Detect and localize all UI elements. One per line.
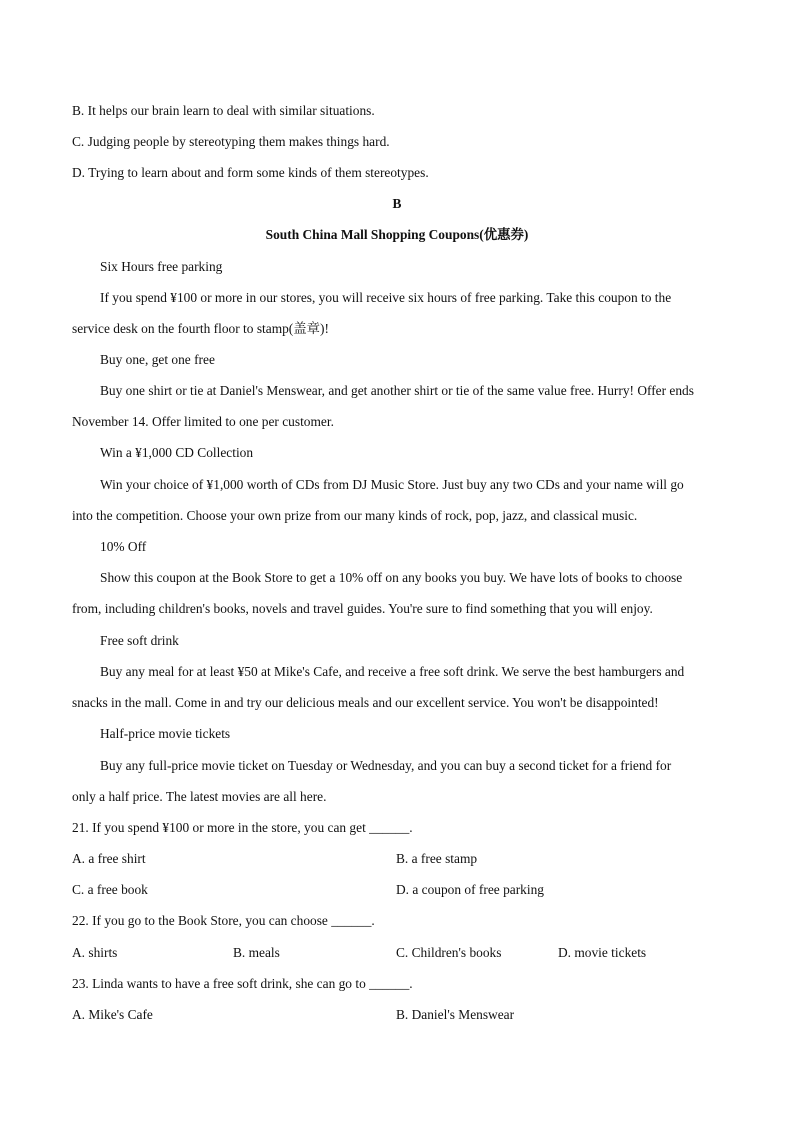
coupon-heading-cd: Win a ¥1,000 CD Collection: [100, 445, 254, 460]
passage-title: South China Mall Shopping Coupons(优惠券): [265, 227, 529, 242]
question-22-option-c[interactable]: C. Children's books: [396, 945, 502, 960]
coupon-text-line: Buy any meal for at least ¥50 at Mike's Cafe, and receive a free soft drink. We serve the best hamburgers and: [100, 664, 685, 679]
coupon-text-line: service desk on the fourth floor to stamp(盖章)!: [72, 321, 329, 336]
coupon-heading-buy-one: Buy one, get one free: [100, 352, 215, 367]
coupon-text-line: from, including children's books, novels and travel guides. You're sure to find something that you will enjoy.: [72, 601, 653, 616]
coupon-heading-drink: Free soft drink: [100, 633, 179, 648]
coupon-heading-parking: Six Hours free parking: [100, 259, 223, 274]
coupon-text-line: Buy any full-price movie ticket on Tuesday or Wednesday, and you can buy a second ticket for a friend for: [100, 758, 672, 773]
question-22-option-a[interactable]: A. shirts: [72, 945, 118, 960]
question-21-option-c[interactable]: C. a free book: [72, 882, 148, 897]
prev-option-b: B. It helps our brain learn to deal with similar situations.: [72, 103, 375, 118]
section-letter: B: [392, 196, 402, 211]
coupon-text-line: November 14. Offer limited to one per customer.: [72, 414, 334, 429]
coupon-heading-discount: 10% Off: [100, 539, 147, 554]
prev-option-d: D. Trying to learn about and form some kinds of them stereotypes.: [72, 165, 429, 180]
question-22-option-d[interactable]: D. movie tickets: [558, 945, 647, 960]
question-21-option-b[interactable]: B. a free stamp: [396, 851, 478, 866]
coupon-text-line: Buy one shirt or tie at Daniel's Menswear, and get another shirt or tie of the same value free. Hurry! Offer ends: [100, 383, 694, 398]
coupon-text-line: snacks in the mall. Come in and try our delicious meals and our excellent service. You won't be disappointed!: [72, 695, 659, 710]
coupon-text-line: If you spend ¥100 or more in our stores, you will receive six hours of free parking. Take this coupon to the: [100, 290, 672, 305]
question-23-stem: 23. Linda wants to have a free soft drink, she can go to ______.: [72, 976, 413, 991]
question-23-option-a[interactable]: A. Mike's Cafe: [72, 1007, 153, 1022]
prev-option-c: C. Judging people by stereotyping them makes things hard.: [72, 134, 390, 149]
question-23-option-b[interactable]: B. Daniel's Menswear: [396, 1007, 515, 1022]
question-21-stem: 21. If you spend ¥100 or more in the store, you can get ______.: [72, 820, 413, 835]
coupon-text-line: into the competition. Choose your own prize from our many kinds of rock, pop, jazz, and classical music.: [72, 508, 638, 523]
question-22-stem: 22. If you go to the Book Store, you can choose ______.: [72, 913, 375, 928]
question-22-option-b[interactable]: B. meals: [233, 945, 280, 960]
coupon-text-line: Win your choice of ¥1,000 worth of CDs from DJ Music Store. Just buy any two CDs and your name will go: [100, 477, 684, 492]
coupon-text-line: only a half price. The latest movies are all here.: [72, 789, 327, 804]
coupon-text-line: Show this coupon at the Book Store to get a 10% off on any books you buy. We have lots of books to choose: [100, 570, 683, 585]
question-21-option-d[interactable]: D. a coupon of free parking: [396, 882, 544, 897]
question-21-option-a[interactable]: A. a free shirt: [72, 851, 146, 866]
coupon-heading-movie: Half-price movie tickets: [100, 726, 231, 741]
